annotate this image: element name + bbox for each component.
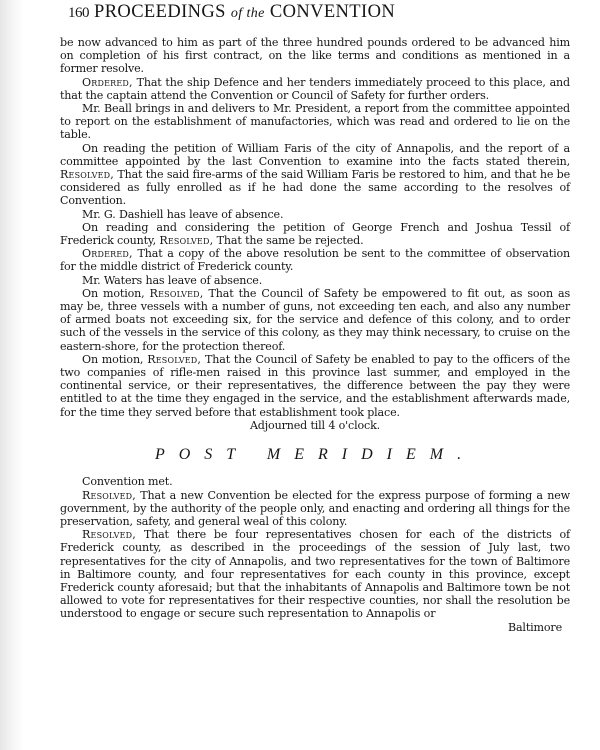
document-body xyxy=(60,36,570,634)
binding-gutter xyxy=(0,0,24,750)
paragraph: Resolved, That there be four representatives chosen for each of the districts of Frederick county, as described in the proceedings of the session of July last, two representatives for the city of Annapolis, and two representatives for the town of Baltimore in Baltimore county, and four representatives for each county in this province, except Frederick county aforesaid; but that the inhabitants of Annapolis and Baltimore town be not allowed to vote for representatives for their respective counties, nor shall the resolution be understood to engage or secure such representation to Annapolis or xyxy=(60,528,570,621)
running-title xyxy=(94,2,395,23)
title-proceedings: PROCEEDINGS xyxy=(94,2,226,22)
title-of-the: of the xyxy=(230,6,265,21)
page-number: 160 xyxy=(68,5,89,21)
paragraph: Mr. Beall brings in and delivers to Mr. President, a report from the committee appointed to report on the establishment of manufactories, which was read and ordered to lie on the table. xyxy=(60,102,570,142)
page-header xyxy=(60,0,570,36)
paragraph: Mr. Waters has leave of absence. xyxy=(82,273,263,287)
title-convention: CONVENTION xyxy=(269,2,396,22)
paragraph: be now advanced to him as part of the three hundred pounds ordered to be advanced him on completion of his first contract, on the like terms and conditions as mentioned in a former resolve. xyxy=(60,36,570,76)
adjournment-line: Adjourned till 4 o'clock. xyxy=(249,418,381,432)
paragraph: Ordered, That the ship Defence and her tenders immediately proceed to this place, and that the captain attend the Convention or Council of Safety for further orders. xyxy=(60,75,570,102)
paragraph: On reading and considering the petition of George French and Joshua Tessil of Frederick county, Resolved, That the same be rejected. xyxy=(60,220,570,248)
paragraph: Mr. G. Dashiell has leave of absence. xyxy=(82,207,284,221)
paragraph: On motion, Resolved, That the Council of Safety be enabled to pay to the officers of the two companies of rifle-men raised in this province last summer, and employed in the continental service, or their representatives, the difference between the pay they were entitled to at the time they engaged in the service, and the establishment afterwards made, for the time they served before that establishment took place. xyxy=(60,352,571,419)
catchword: Baltimore xyxy=(507,620,562,634)
paragraph: Ordered, That a copy of the above resolution be sent to the committee of observation for the middle district of Frederick county. xyxy=(60,247,570,274)
paragraph: Resolved, That a new Convention be elected for the express purpose of forming a new government, by the authority of the people only, and enacting and ordering all things for the preservation, safety, and general weal of this colony. xyxy=(60,488,570,528)
paragraph: Convention met. xyxy=(82,475,173,489)
paragraph: On motion, Resolved, That the Council of Safety be empowered to fit out, as soon as may be, three vessels with a number of guns, not exceeding ten each, and also any number of armed boats not exceeding six, for the service and defence of this colony, and to order such of the vessels in the service of this colony, as they may think necessary, to cruise on the eastern-shore, for the protection thereof. xyxy=(60,286,570,353)
post-meridiem-heading: POST MERIDIEM. xyxy=(154,446,476,464)
paragraph: On reading the petition of William Faris of the city of Annapolis, and the report of a committee appointed by the last Convention to examine into the facts stated therein, Resolved, That the said fire-arms of the said William Faris be restored to him, and that he be considered as fully enrolled as if he had done the same according to the resolves of Convention. xyxy=(60,141,570,208)
